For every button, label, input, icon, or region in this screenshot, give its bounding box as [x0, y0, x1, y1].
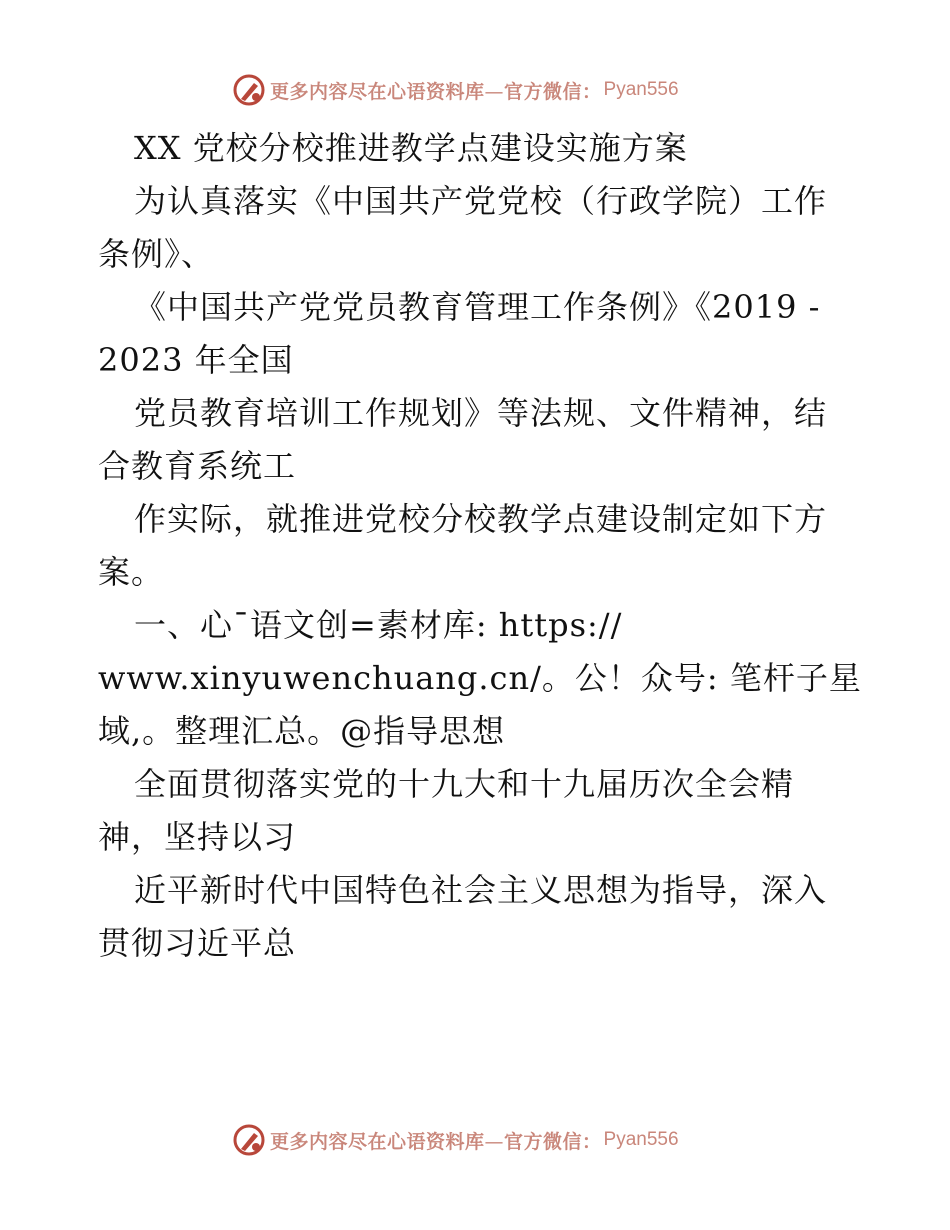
- footer-banner: [232, 1122, 679, 1158]
- paragraph-line: 神，坚持以习: [98, 818, 297, 856]
- paragraph-line: 域,。整理汇总。@指导思想: [98, 712, 506, 750]
- paragraph-line: 合教育系统工: [98, 447, 297, 485]
- pen-heart-logo-icon: [232, 1123, 266, 1157]
- paragraph-line: 为认真落实《中国共产党党校（行政学院）工作: [134, 182, 828, 220]
- paragraph-line: 2023 年全国: [98, 341, 294, 379]
- header-banner: [232, 72, 679, 108]
- paragraph-line: 贯彻习近平总: [98, 924, 297, 962]
- document-body: [98, 122, 862, 970]
- paragraph-line: www.xinyuwenchuang.cn/。公！众号: 笔杆子星: [98, 659, 862, 697]
- paragraph-line: 作实际，就推进党校分校教学点建设制定如下方: [134, 500, 828, 538]
- paragraph-line: 案。: [98, 553, 165, 591]
- banner-text: 更多内容尽在心语资料库—官方微信：: [270, 80, 602, 103]
- paragraph-line: 条例》、: [98, 235, 215, 273]
- banner-handle: Pyan556: [603, 79, 679, 100]
- banner-text: 更多内容尽在心语资料库—官方微信：: [270, 1130, 602, 1153]
- pen-heart-logo-icon: [232, 73, 266, 107]
- paragraph-line: 近平新时代中国特色社会主义思想为指导，深入: [134, 871, 828, 909]
- document-title: XX 党校分校推进教学点建设实施方案: [134, 129, 688, 167]
- section-heading: 一、心¯语文创=素材库: https://: [134, 606, 623, 644]
- paragraph-line: 党员教育培训工作规划》等法规、文件精神，结: [134, 394, 828, 432]
- paragraph-line: 全面贯彻落实党的十九大和十九届历次全会精: [134, 765, 795, 803]
- banner-handle: Pyan556: [603, 1129, 679, 1150]
- paragraph-line: 《中国共产党党员教育管理工作条例》《2019 -: [134, 288, 821, 326]
